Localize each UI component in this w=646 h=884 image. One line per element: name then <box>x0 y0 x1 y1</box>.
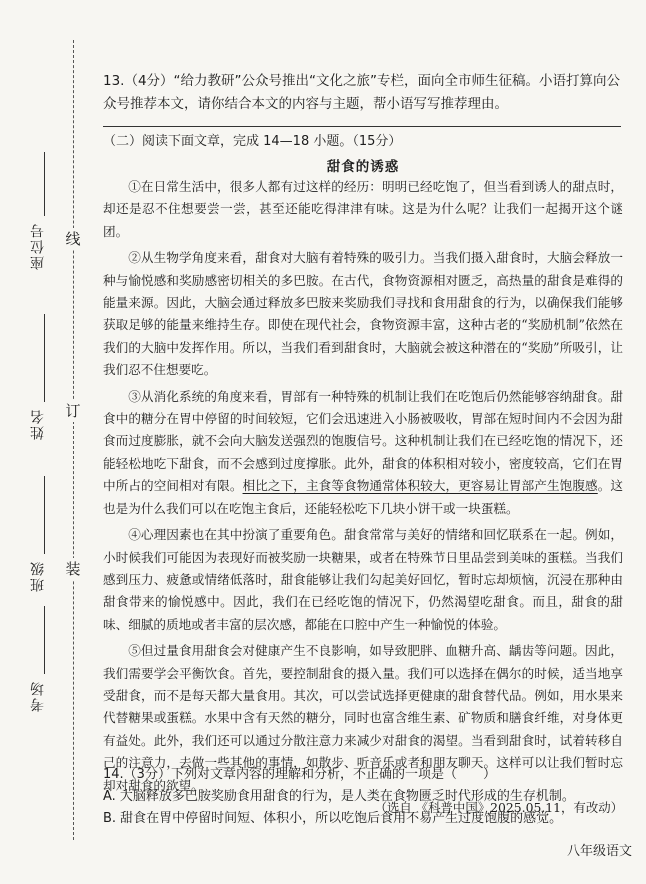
section-heading: （二）阅读下面文章，完成 14—18 小题。（15分） <box>103 134 402 149</box>
field-exam-room-label: 考场 <box>30 680 46 712</box>
binding-word-xian: 线 <box>65 230 81 248</box>
question-13-text: 13.（4分）“给力教研”公众号推出“文化之旅”专栏，面向全市师生征稿。小语打算向公众号推荐本文，请你结合本文的内容与主题，帮小语写写推荐理由。 <box>103 73 621 112</box>
article-underlined-sentence: 相比之下，主食等食物通常体积较大，更容易让胃部产生饱腹感 <box>242 478 598 494</box>
article-paragraph-4: ④心理因素也在其中扮演了重要角色。甜食常常与美好的情绪和回忆联系在一起。例如，小时候我们可能因为表现好而被奖励一块糖果，或者在特殊节日里品尝到美味的蛋糕。当我们感到压力、疲惫或情绪低落时，甜食能够让我们勾起美好回忆，暂时忘却烦恼，沉浸在那种由甜食带来的愉悦感中。因此，我们在已经吃饱的情况下，仍然渴望吃甜食。而且，甜食的甜味、细腻的质地或者丰富的层次感，都能在口腔中产生一种愉悦的体验。 <box>103 527 623 632</box>
article-paragraph-3-part-a: ③从消化系统的角度来看，胃部有一种特殊的机制让我们在吃饱后仍然能够容纳甜食。甜食中的糖分在胃中停留的时间较短，它们会迅速进入小肠被吸收，胃部在短时间内不会因为甜食而过度膨胀，就不会向大脑发送强烈的饱腹信号。这种机制让我们在已经吃饱的情况下，还能轻松地吃下甜食，而不会感到过度撑胀。此外，甜食的体积相对较小，密度较高，它们在胃中所占的空间相对有限。 <box>103 388 623 494</box>
answer-separator-line <box>103 126 621 127</box>
field-seat-number-label: 座位号 <box>30 222 46 270</box>
field-name-label: 姓名 <box>30 408 46 440</box>
field-class-label: 班级 <box>30 560 46 592</box>
field-class-line <box>44 476 45 554</box>
binding-word-zhuang: 装 <box>65 560 81 578</box>
question-14-option-a: A. 大脑释放多巴胺奖励食用甜食的行为，是人类在食物匮乏时代形成的生存机制。 <box>103 789 575 804</box>
article-paragraph-5: ⑤但过量食用甜食会对健康产生不良影响，如导致肥胖、血糖升高、龋齿等问题。因此，我们需要学会平衡饮食。首先，要控制甜食的摄入量。我们可以选择在偶尔的时候，适当地享受甜食，而不是每天都大量食用。其次，可以尝试选择更健康的甜食替代品。例如，用水果来代替糖果或蛋糕。水果中含有天然的糖分，同时也富含维生素、矿物质和膳食纤维，对身体更有益处。此外，我们还可以通过分散注意力来减少对甜食的渴望。当看到甜食时，试着转移自己的注意力，去做一些其他的事情，如散步、听音乐或者和朋友聊天。这样可以让我们暂时忘却对甜食的欲望。 <box>103 643 623 793</box>
field-name-line <box>44 314 45 402</box>
field-exam-room-line <box>44 606 45 674</box>
binding-dashed-line <box>73 40 74 840</box>
article-paragraph-3-part-b: 。这也是为什么我们可以在吃饱主食后，还能轻松吃下几块小饼干或一块蛋糕。 <box>103 478 624 516</box>
binding-word-ding: 订 <box>65 402 81 420</box>
question-14-option-b: B. 甜食在胃中停留时间短、体积小，所以吃饱后食用不易产生过度饱腹的感觉。 <box>103 811 563 826</box>
question-14-stem: 14.（3分）下列对文章内容的理解和分析，不正确的一项是（ ） <box>103 767 496 782</box>
article-paragraph-3 <box>103 386 623 520</box>
question-13 <box>103 70 623 116</box>
question-14 <box>103 764 623 830</box>
article-paragraph-1: ①在日常生活中，很多人都有过这样的经历：明明已经吃饱了，但当看到诱人的甜点时，却还是忍不住想要尝一尝，甚至还能吃得津津有味。这是为什么呢？让我们一起揭开这个谜团。 <box>103 179 623 239</box>
article-title: 甜食的诱惑 <box>326 159 400 175</box>
field-seat-number-line <box>44 152 45 216</box>
footer-subject-label: 八年级语文 <box>566 844 632 859</box>
article-body <box>103 176 623 819</box>
article-source: （选自 《科普中国》2025.05.11，有改动） <box>374 799 623 815</box>
article-paragraph-2: ②从生物学角度来看，甜食对大脑有着特殊的吸引力。当我们摄入甜食时，大脑会释放一种与愉悦感和奖励感密切相关的多巴胺。在古代，食物资源相对匮乏，高热量的甜食是难得的能量来源。因此，大脑会通过释放多巴胺来奖励我们寻找和食用甜食的行为，以确保我们能够获取足够的能量来维持生存。即使在现代社会，食物资源丰富，这种古老的“奖励机制”依然在我们的大脑中发挥作用。所以，当我们看到甜食时，大脑就会被这种潜在的“奖励”所吸引，让我们忍不住想要吃。 <box>103 250 623 378</box>
